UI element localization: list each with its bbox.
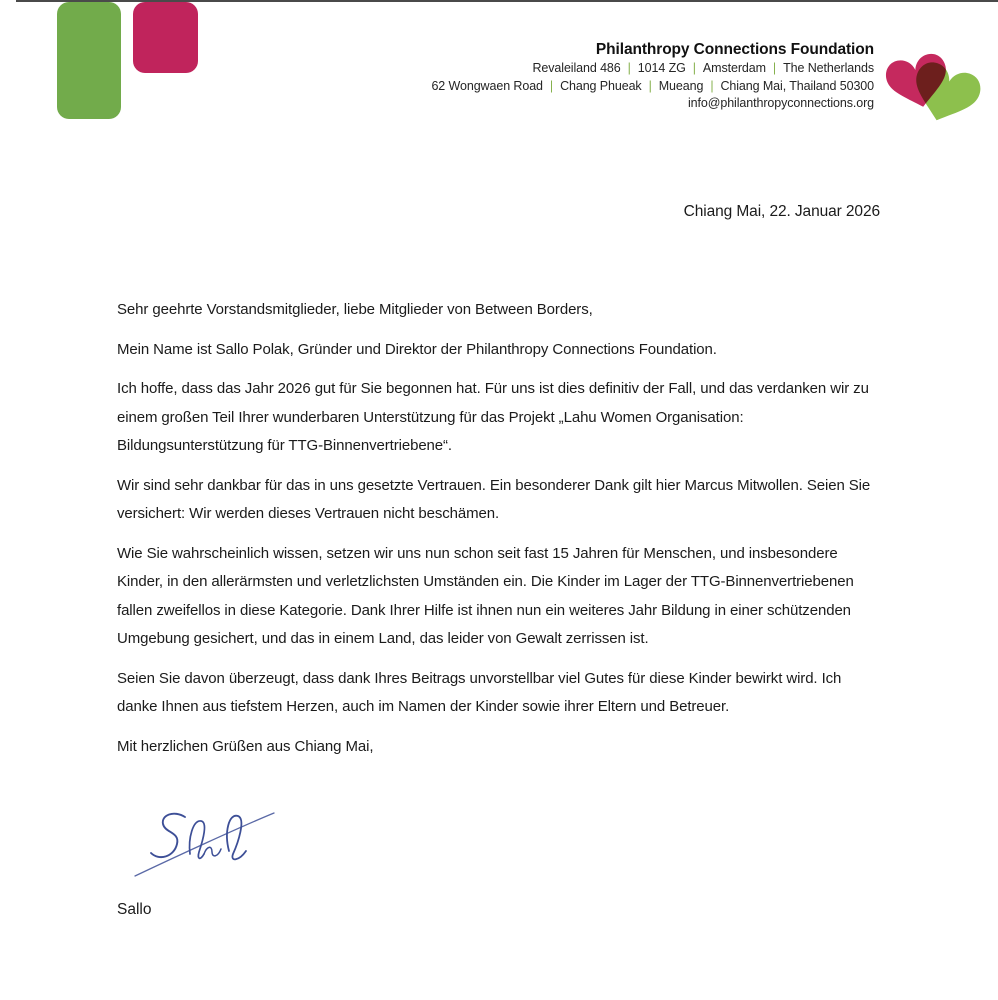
date-line: Chiang Mai, 22. Januar 2026 — [683, 203, 880, 220]
paragraph-project: Ich hoffe, dass das Jahr 2026 gut für Sie begonnen hat. Für uns ist dies definitiv der Fall, und das verdanken wir zu einem großen Teil Ihrer wunderbaren Unterstützung für das Projekt „Lahu Women Organisation: Bildungsunterstützung für TTG-Binnenvertriebene“. — [117, 380, 869, 454]
salutation: Sehr geehrte Vorstandsmitglieder, liebe Mitglieder von Between Borders, — [117, 301, 593, 318]
org-name: Philanthropy Connections Foundation — [595, 41, 874, 58]
address-part: Chiang Mai, Thailand 50300 — [720, 78, 874, 93]
separator-pipe: | — [772, 61, 777, 75]
email-address: info@philanthropyconnections.org — [688, 96, 874, 110]
address-part: 1014 ZG — [637, 61, 686, 75]
address-part: 62 Wongwaen Road — [431, 78, 543, 93]
address-part: The Netherlands — [783, 61, 874, 75]
letterhead — [431, 40, 874, 113]
signature-name: Sallo — [117, 901, 152, 918]
separator-pipe: | — [710, 78, 714, 93]
paragraph-intro: Mein Name ist Sallo Polak, Gründer und Direktor der Philanthropy Connections Foundation. — [117, 340, 717, 358]
address-netherlands — [431, 60, 874, 78]
separator-pipe: | — [549, 78, 554, 93]
address-part: Mueang — [658, 78, 704, 93]
logo-bar-green — [57, 2, 121, 119]
paragraph-thanks: Wir sind sehr dankbar für das in uns gesetzte Vertrauen. Ein besonderer Dank gilt hier Marcus Mitwollen. Seien Sie versichert: Wir werden dieses Vertrauen nicht beschämen. — [117, 476, 871, 522]
letter-body — [117, 296, 881, 772]
closing-line: Mit herzlichen Grüßen aus Chiang Mai, — [117, 737, 374, 755]
separator-pipe: | — [648, 78, 652, 93]
heart-logo-icon — [884, 44, 982, 149]
logo-bar-crimson — [133, 2, 198, 73]
address-part: Amsterdam — [702, 61, 766, 75]
address-part: Revaleiland 486 — [532, 61, 621, 75]
address-part: Chang Phueak — [560, 78, 642, 93]
separator-pipe: | — [627, 61, 631, 75]
address-thailand — [431, 78, 874, 96]
paragraph-impact: Seien Sie davon überzeugt, dass dank Ihres Beitrags unvorstellbar viel Gutes für diese Kinder bewirkt wird. Ich danke Ihnen aus tiefstem Herzen, auch im Namen der Kinder sowie ihrer Eltern und Betreuer. — [117, 669, 842, 715]
handwritten-signature — [130, 802, 280, 889]
separator-pipe: | — [692, 61, 696, 75]
paragraph-mission: Wie Sie wahrscheinlich wissen, setzen wir uns nun schon seit fast 15 Jahren für Menschen, und insbesondere Kinder, in den allerärmsten und verletzlichsten Umständen ein. Die Kinder im Lager der TTG-Binnenvertriebenen fallen zweifellos in diese Kategorie. Dank Ihrer Hilfe ist ihnen nun ein weiteres Jahr Bildung in einer schützenden Umgebung gesichert, und das in einem Land, das leider von Gewalt zerrissen ist. — [117, 544, 854, 647]
